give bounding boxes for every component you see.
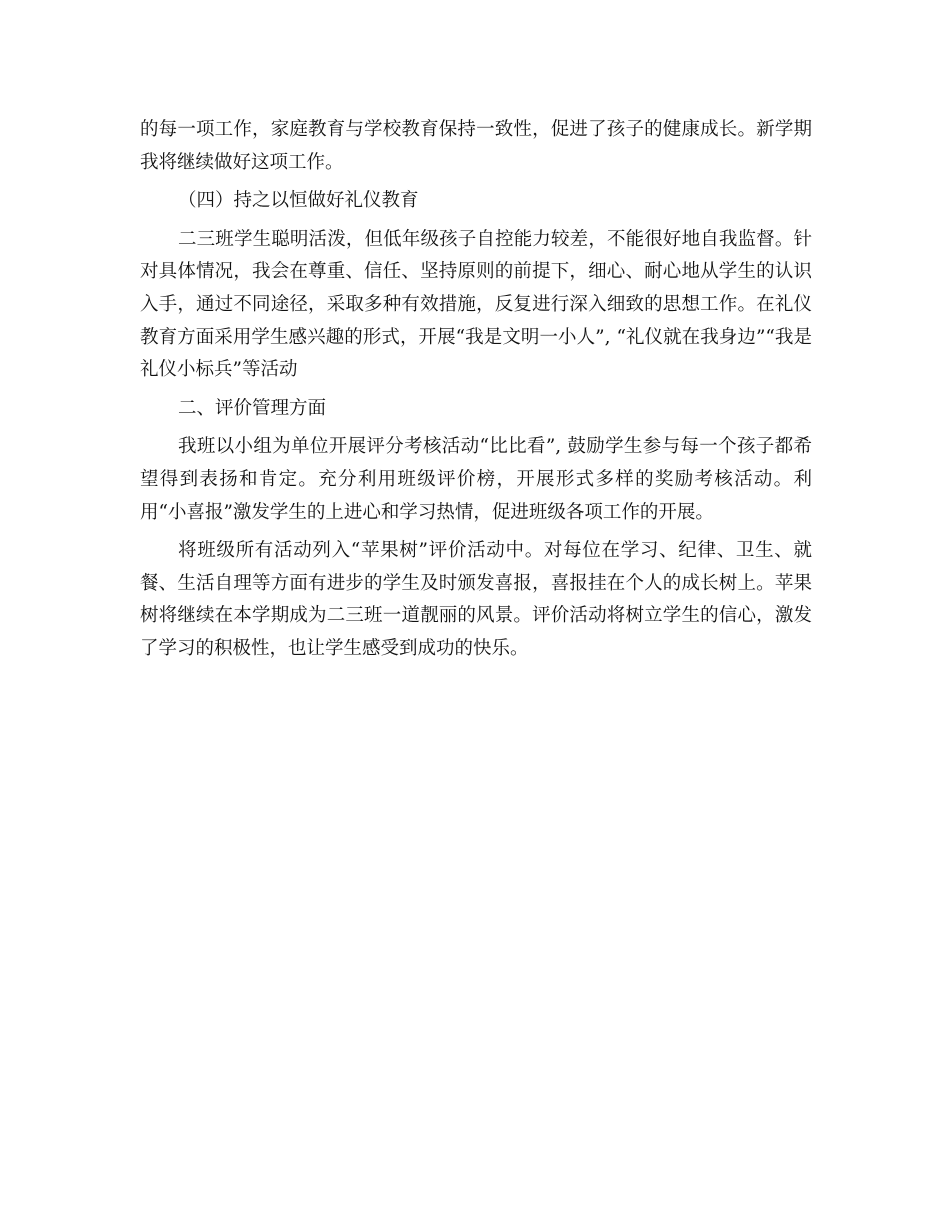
section-heading-etiquette: （四）持之以恒做好礼仪教育 bbox=[178, 190, 419, 212]
paragraph-continuation: 的每一项工作，家庭教育与学校教育保持一致性，促进了孩子的健康成长。新学期我将继续做好这项工作。 bbox=[140, 119, 812, 173]
paragraph-etiquette: 二三班学生聪明活泼，但低年级孩子自控能力较差，不能很好地自我监督。针对具体情况，我会在尊重、信任、坚持原则的前提下，细心、耐心地从学生的认识入手，通过不同途径，采取多种有效措施，反复进行深入细致的思想工作。在礼仪教育方面采用学生感兴趣的形式，开展“我是文明一小人”, “礼仪就在我身边”“我是礼仪小标兵”等活动 bbox=[140, 228, 812, 381]
section-heading-evaluation: 二、评价管理方面 bbox=[178, 397, 327, 419]
document-body bbox=[140, 114, 812, 672]
paragraph-evaluation-groups: 我班以小组为单位开展评分考核活动“比比看”, 鼓励学生参与每一个孩子都希望得到表扬和肯定。充分利用班级评价榜，开展形式多样的奖励考核活动。利用“小喜报”激发学生的上进心和学习热情，促进班级各项工作的开展。 bbox=[140, 436, 812, 523]
paragraph-apple-tree: 将班级所有活动列入“苹果树”评价活动中。对每位在学习、纪律、卫生、就餐、生活自理等方面有进步的学生及时颁发喜报，喜报挂在个人的成长树上。苹果树将继续在本学期成为二三班一道靓丽的风景。评价活动将树立学生的信心，激发了学习的积极性，也让学生感受到成功的快乐。 bbox=[140, 540, 812, 659]
